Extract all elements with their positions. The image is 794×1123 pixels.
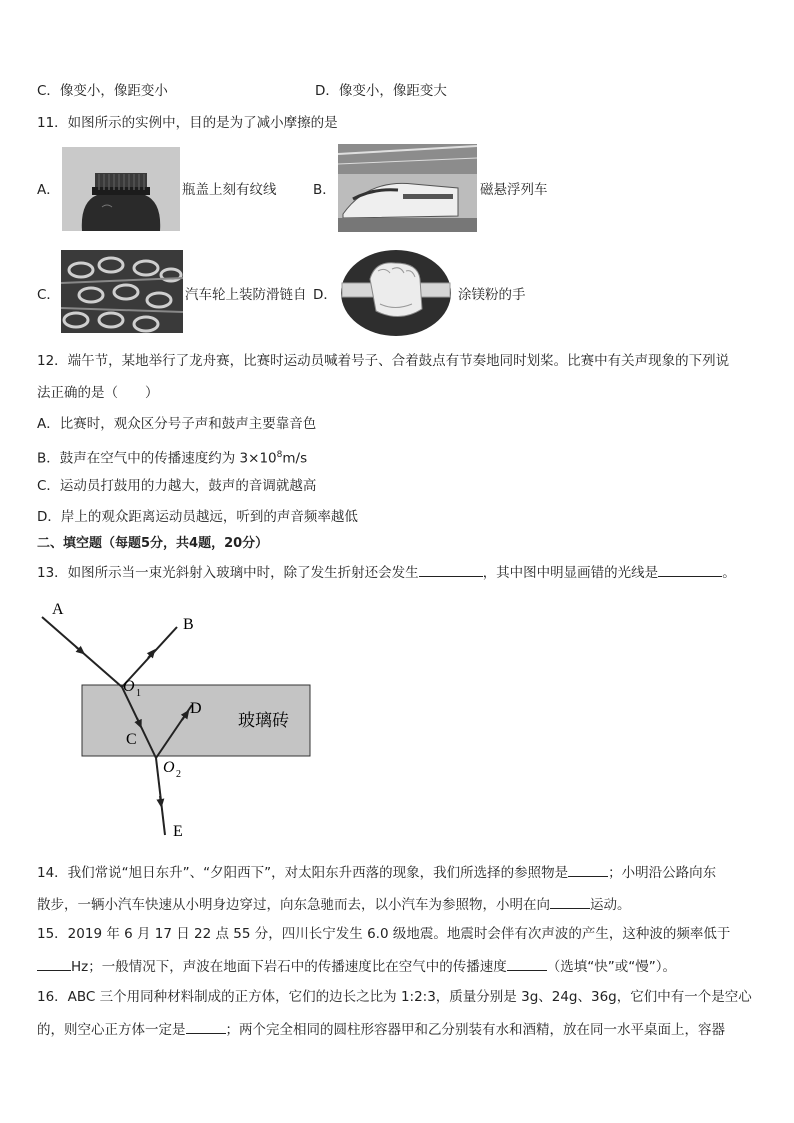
q16-blank-1[interactable]	[186, 1019, 226, 1034]
q15-blank-1[interactable]	[37, 956, 71, 971]
maglev-train-image	[338, 144, 477, 232]
q12-option-b-exponent: 8	[276, 450, 283, 460]
label-d: D	[190, 700, 202, 717]
q11-b-caption: 磁悬浮列车	[480, 182, 548, 198]
q11-a-letter: A．	[37, 182, 60, 198]
bottle-cap-image	[62, 147, 180, 231]
tire-chain-image	[61, 250, 183, 333]
q11-c-caption: 汽车轮上装防滑链自	[185, 287, 307, 303]
label-o1-sub: 1	[136, 688, 141, 699]
q13-text-1: 13．如图所示当一束光斜射入玻璃中时，除了发生折射还会发生	[37, 565, 419, 581]
q11-b-letter: B．	[313, 182, 336, 198]
q12-option-a: A．比赛时，观众区分号子声和鼓声主要靠音色	[37, 416, 317, 432]
q11-d-letter: D．	[313, 287, 337, 303]
chalked-hand-image	[340, 249, 452, 337]
q12-option-b-unit: m/s	[282, 450, 308, 467]
q11-d-caption: 涂镁粉的手	[458, 287, 526, 303]
q11-stem: 11．如图所示的实例中，目的是为了减小摩擦的是	[37, 115, 338, 131]
q10-option-c: C．像变小，像距变小	[37, 83, 168, 99]
q13-blank-1[interactable]	[419, 562, 483, 577]
q14-text-2: ；小明沿公路向东	[608, 865, 717, 881]
q16-line1: 16．ABC 三个用同种材料制成的正方体，它们的边长之比为 1:2:3，质量分别是 3g、24g、36g，它们中有一个是空心	[37, 989, 752, 1005]
label-a: A	[52, 601, 64, 618]
q15-text-2: （选填“快”或“慢”）。	[546, 959, 676, 975]
refraction-diagram	[30, 592, 330, 842]
label-o2-sub: 2	[176, 769, 181, 780]
q14-text-3: 散步，一辆小汽车快速从小明身边穿过，向东急驰而去，以小汽车为参照物，小明在向	[37, 897, 550, 913]
q13-stem	[37, 562, 736, 582]
q15-line2	[37, 956, 676, 976]
q13-text-2: ，其中图中明显画错的光线是	[482, 565, 659, 581]
q13-blank-2[interactable]	[658, 562, 722, 577]
q16-text-2: ；两个完全相同的圆柱形容器甲和乙分别装有水和酒精，放在同一水平桌面上，容器	[225, 1022, 725, 1038]
q15-line1: 15．2019 年 6 月 17 日 22 点 55 分，四川长宁发生 6.0 级地震。地震时会伴有次声波的产生，这种波的频率低于	[37, 926, 731, 942]
q16-line2	[37, 1019, 725, 1039]
q15-text-1: Hz；一般情况下，声波在地面下岩石中的传播速度比在空气中的传播速度	[71, 959, 507, 975]
label-c: C	[126, 731, 137, 748]
q12-stem-line1: 12．端午节，某地举行了龙舟赛，比赛时运动员喊着号子、合着鼓点有节奏地同时划桨。比赛中有关声现象的下列说	[37, 353, 730, 369]
q11-a-caption: 瓶盖上刻有纹线	[182, 182, 277, 198]
q12-stem-line2: 法正确的是（ ）	[37, 385, 159, 401]
label-e: E	[173, 823, 183, 840]
q14-text-4: 运动。	[590, 897, 631, 913]
q11-c-letter: C．	[37, 287, 60, 303]
q14-text-1: 14．我们常说“旭日东升”、“夕阳西下”，对太阳东升西落的现象，我们所选择的参照物是	[37, 865, 569, 881]
q10-option-d: D．像变小，像距变大	[315, 83, 447, 99]
label-b: B	[183, 616, 194, 633]
section-heading-fill-in: 二、填空题（每题5分，共4题，20分）	[37, 536, 269, 551]
q12-option-b-text: B．鼓声在空气中的传播速度约为 3×10	[37, 450, 277, 467]
label-o2: O	[163, 759, 175, 776]
q12-option-b	[37, 446, 307, 468]
label-glass: 玻璃砖	[238, 711, 289, 730]
q12-option-c: C．运动员打鼓用的力越大，鼓声的音调就越高	[37, 478, 317, 494]
q14-blank-2[interactable]	[550, 894, 590, 909]
q14-blank-1[interactable]	[568, 862, 608, 877]
q12-option-d: D．岸上的观众距离运动员越远，听到的声音频率越低	[37, 509, 358, 525]
label-o1: O	[123, 678, 135, 695]
q16-text-1: 的，则空心正方体一定是	[37, 1022, 186, 1038]
q13-text-3: 。	[722, 565, 736, 581]
q14-line1	[37, 862, 716, 882]
q14-line2	[37, 894, 631, 914]
q15-blank-2[interactable]	[507, 956, 547, 971]
